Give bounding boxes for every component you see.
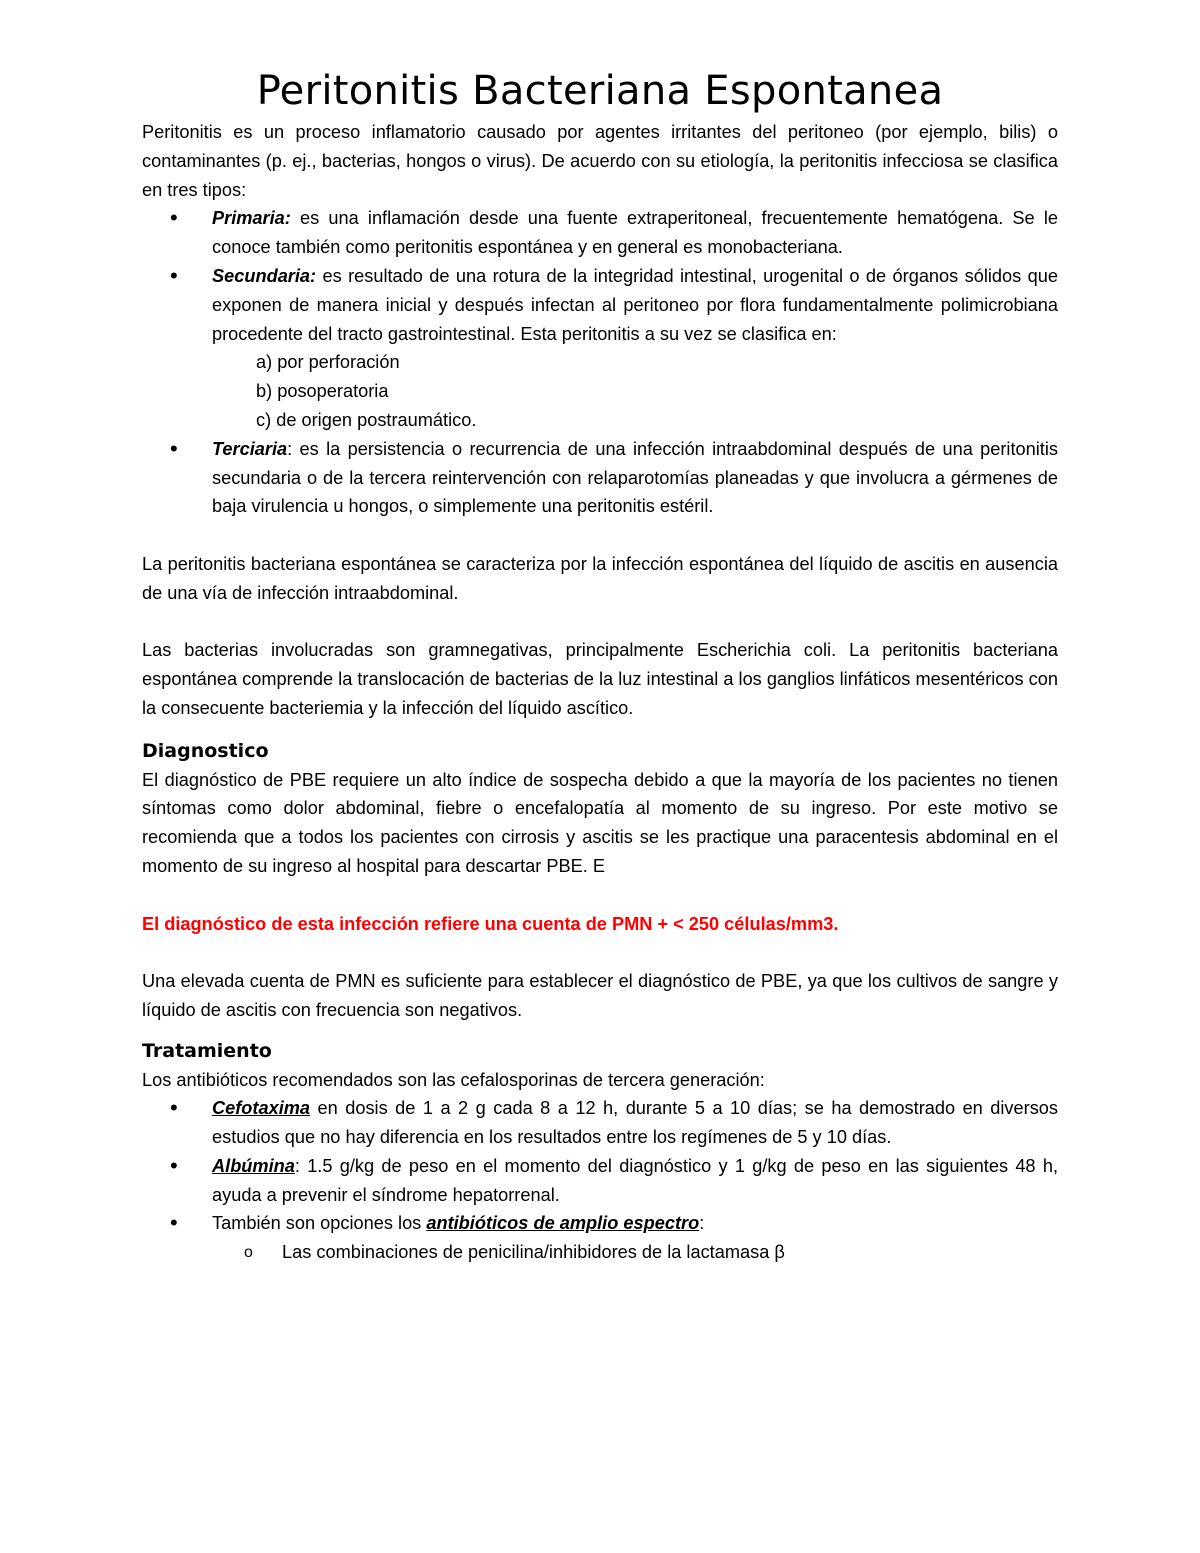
treatment-sub-options-list [142, 1238, 1058, 1267]
intro-paragraph: Peritonitis es un proceso inflamatorio causado por agentes irritantes del peritoneo (por ejemplo, bilis) o contaminantes (p. ej., bacterias, hongos o virus). De acuerdo con su etiología, la peritonitis infecciosa se clasifica en tres tipos: [142, 122, 1058, 200]
type-secondary-term: Secundaria: [212, 265, 317, 286]
subtype-item: b) posoperatoria [256, 381, 389, 402]
treatment-list [142, 1094, 1058, 1238]
options-term: antibióticos de amplio espectro [426, 1213, 700, 1234]
pbe-definition-paragraph: La peritonitis bacteriana espontánea se caracteriza por la infección espontánea del líquido de ascitis en ausencia de una vía de infección intraabdominal. [142, 553, 1058, 603]
treatment-intro: Los antibióticos recomendados son las cefalosporinas de tercera generación: [142, 1069, 765, 1090]
document-body [142, 118, 1058, 1267]
type-tertiary-term: Terciaria [212, 438, 288, 459]
type-primary-term: Primaria: [212, 208, 291, 229]
peritonitis-types-list-cont [142, 435, 1058, 521]
diagnosis-heading: Diagnostico [142, 739, 269, 762]
diagnosis-paragraph: El diagnóstico de PBE requiere un alto índice de sospecha debido a que la mayoría de los pacientes no tienen síntomas como dolor abdominal, fiebre o encefalopatía al momento de su ingreso. Por este motivo se recomienda que a todos los pacientes con cirrosis y ascitis se les practique una paracentesis abdominal en el momento de su ingreso al hospital para descartar PBE. E [142, 769, 1058, 876]
options-prefix: También son opciones los [212, 1213, 427, 1234]
diagnosis-criteria-note: El diagnóstico de esta infección refiere una cuenta de PMN + < 250 células/mm3. [142, 913, 839, 934]
secondary-subtypes-list [142, 348, 1058, 434]
options-suffix: : [699, 1213, 705, 1234]
peritonitis-types-list [142, 204, 1058, 348]
treatment-term: Albúmina [212, 1155, 295, 1176]
diagnosis-followup-paragraph: Una elevada cuenta de PMN es suficiente para establecer el diagnóstico de PBE, ya que los cultivos de sangre y líquido de ascitis con frecuencia son negativos. [142, 971, 1058, 1020]
treatment-item-cefotaxima [142, 1094, 1058, 1152]
subtype-item: a) por perforación [256, 352, 400, 373]
sub-option-item: o Las combinaciones de penicilina/inhibidores de la lactamasa β [212, 1238, 1058, 1267]
type-tertiary [142, 435, 1058, 521]
treatment-text: : 1.5 g/kg de peso en el momento del diagnóstico y 1 g/kg de peso en las siguientes 48 h, ayuda a prevenir el síndrome hepatorrenal. [212, 1155, 1058, 1205]
treatment-item-options [142, 1209, 1058, 1238]
type-secondary [142, 262, 1058, 348]
treatment-item-albumina [142, 1152, 1058, 1210]
type-primary-text: es una inflamación desde una fuente extraperitoneal, frecuentemente hematógena. Se le conoce también como peritonitis espontánea y en general es monobacteriana. [212, 208, 1058, 258]
treatment-text: en dosis de 1 a 2 g cada 8 a 12 h, durante 5 a 10 días; se ha demostrado en diversos estudios que no hay diferencia en los resultados entre los regímenes de 5 y 10 días. [212, 1098, 1058, 1148]
subtype-item: c) de origen postraumático. [256, 409, 477, 430]
document-title: Peritonitis Bacteriana Espontanea [256, 68, 944, 114]
treatment-term: Cefotaxima [212, 1098, 311, 1119]
type-tertiary-text: : es la persistencia o recurrencia de una infección intraabdominal después de una peritonitis secundaria o de la tercera reintervención con relaparotomías planeadas y que involucra a gérmenes de baja virulencia u hongos, o simplemente una peritonitis estéril. [212, 438, 1058, 517]
type-secondary-text: es resultado de una rotura de la integridad intestinal, urogenital o de órganos sólidos que exponen de manera inicial y después infectan al peritoneo por flora fundamentalmente polimicrobiana procedente del tracto gastrointestinal. Esta peritonitis a su vez se clasifica en: [212, 265, 1058, 344]
treatment-heading: Tratamiento [142, 1039, 272, 1062]
type-primary [142, 204, 1058, 262]
bacteria-paragraph: Las bacterias involucradas son gramnegativas, principalmente Escherichia coli. La peritonitis bacteriana espontánea comprende la translocación de bacterias de la luz intestinal a los ganglios linfáticos mesentéricos con la consecuente bacteriemia y la infección del líquido ascítico. [142, 640, 1058, 718]
